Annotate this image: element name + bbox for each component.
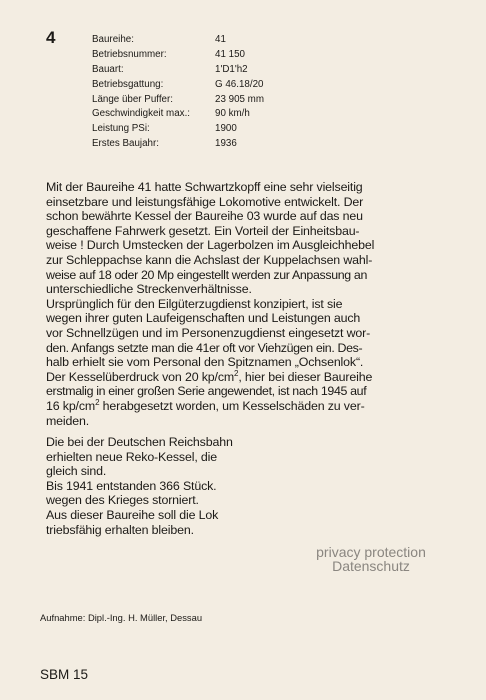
spec-label: Betriebsnummer:	[92, 48, 167, 60]
spec-row	[92, 136, 264, 151]
spec-label: Geschwindigkeit max.:	[92, 108, 191, 120]
spec-row	[92, 47, 264, 62]
spec-label: Leistung PSi:	[92, 123, 150, 135]
spec-row	[92, 62, 264, 77]
body-line: zur Schleppachse kann die Achslast der Kuppelachsen wahl-	[46, 252, 373, 267]
body-line: geschaffene Fahrwerk gesetzt. Ein Vorteil der Einheitsbau-	[46, 223, 360, 238]
body-line: schon bewährte Kessel der Baureihe 03 wurde auf das neu	[46, 209, 363, 224]
spec-value: 90 km/h	[215, 108, 250, 120]
spec-row	[92, 121, 264, 136]
spec-label: Länge über Puffer:	[92, 93, 173, 105]
spec-row	[92, 77, 264, 92]
body-line: Aus dieser Baureihe soll die Lok	[46, 507, 219, 522]
body-line	[46, 399, 442, 414]
body-line: Mit der Baureihe 41 hatte Schwartzkopff eine sehr vielseitig	[46, 180, 363, 194]
spec-value: G 46.18/20	[215, 78, 264, 90]
body-line: unterschiedliche Streckenverhältnisse.	[46, 282, 252, 297]
body-line: gleich sind.	[46, 464, 107, 479]
body-fragment: Der Kesselüberdruck von 20 kp/cm	[46, 369, 235, 384]
spec-value: 41	[215, 33, 226, 45]
spec-label: Betriebsgattung:	[92, 78, 164, 90]
body-line: triebsfähig erhalten bleiben.	[46, 522, 194, 537]
body-text	[46, 180, 442, 428]
spec-value: 23 905 mm	[215, 93, 265, 105]
spec-value: 1'D1'h2	[215, 63, 248, 75]
spec-label: Erstes Baujahr:	[92, 138, 159, 150]
spec-value: 1900	[215, 123, 237, 135]
body-line: den. Anfangs setzte man die 41er oft vor Viehzügen ein. Des-	[46, 340, 363, 355]
spec-row	[92, 32, 264, 47]
spec-row	[92, 92, 264, 107]
body-line: weise ! Durch Umstecken der Lagerbolzen im Ausgleichhebel	[46, 238, 375, 253]
body-line: meiden.	[46, 413, 90, 428]
body-line: wegen des Krieges storniert.	[46, 493, 199, 508]
privacy-watermark	[286, 545, 456, 573]
body-fragment: herabgesetzt worden, um Kesselschäden zu ver-	[99, 398, 365, 413]
spec-table	[92, 32, 264, 151]
truncated-body-text	[38, 435, 248, 537]
body-line	[46, 370, 442, 385]
body-line: Die bei der Deutschen Reichsbahn	[46, 435, 233, 449]
body-fragment: 16 kp/cm	[46, 398, 96, 413]
superscript: 2	[95, 397, 100, 407]
card-number: 4	[46, 28, 56, 47]
body-line: wegen ihrer guten Laufeigenschaften und Leistungen auch	[46, 311, 361, 326]
body-line: halb erhielt sie vom Personal den Spitznamen „Ochsenlok“.	[46, 355, 364, 370]
body-line: einsetzbare und leistungsfähige Lokomotive entwickelt. Der	[46, 194, 364, 209]
spec-label: Baureihe:	[92, 33, 134, 45]
spec-label: Bauart:	[92, 63, 124, 75]
body-line: erhielten neue Reko-Kessel, die	[46, 449, 217, 464]
body-line: Bis 1941 entstanden 366 Stück.	[46, 478, 217, 493]
body-line: vor Schnellzügen und im Personenzugdienst eingesetzt wor-	[46, 325, 371, 340]
body-line: Ursprünglich für den Eilgüterzugdienst konzipiert, ist sie	[46, 296, 343, 311]
photo-credit: Aufnahme: Dipl.-Ing. H. Müller, Dessau	[40, 612, 203, 623]
spec-value: 1936	[215, 138, 237, 150]
body-line: erstmalig in einer großen Serie angewendet, ist nach 1945 auf	[46, 384, 367, 399]
watermark-line: Datenschutz	[332, 558, 410, 574]
body-line: weise auf 18 oder 20 Mp eingestellt werden zur Anpassung an	[46, 267, 368, 282]
watermark-line: privacy protection	[316, 544, 426, 560]
superscript: 2	[234, 368, 239, 378]
body-fragment: , hier bei dieser Baureihe	[238, 369, 373, 384]
spec-row	[92, 106, 264, 121]
spec-value: 41 150	[215, 48, 245, 60]
series-code: SBM 15	[40, 667, 89, 682]
